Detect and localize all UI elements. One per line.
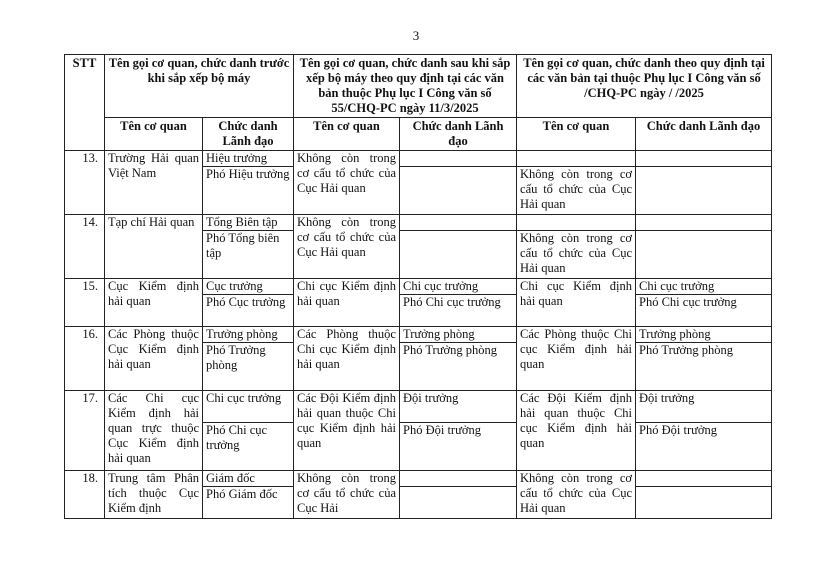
title-after: Phó Đội trưởng — [400, 422, 516, 438]
agency-after: Không còn trong cơ cấu tổ chức của Cục Hải quan — [294, 151, 400, 215]
title-before: Trưởng phòng — [206, 327, 278, 341]
header-group-before: Tên gọi cơ quan, chức danh trước khi sắp xếp bộ máy — [105, 55, 294, 118]
row-stt: 17. — [65, 391, 105, 471]
row-stt: 14. — [65, 215, 105, 279]
header-agency-appendix: Tên cơ quan — [517, 118, 636, 151]
title-appendix: Phó Chi cục trưởng — [636, 294, 771, 310]
title-after — [400, 166, 516, 167]
title-before: Hiệu trưởng — [206, 151, 267, 165]
header-stt: STT — [65, 55, 105, 151]
table-row — [65, 279, 772, 327]
agency-appendix: Không còn trong cơ cấu tổ chức của Cục Hải quan — [517, 166, 635, 212]
title-after: Phó Trưởng phòng — [400, 342, 516, 358]
title-after: Trưởng phòng — [403, 327, 475, 341]
title-before: Phó Chi cục trưởng — [203, 422, 293, 453]
agency-before: Cục Kiểm định hải quan — [105, 279, 203, 327]
title-before: Phó Tổng biên tập — [203, 230, 293, 261]
row-stt: 16. — [65, 327, 105, 391]
agency-after: Chi cục Kiểm định hải quan — [294, 279, 400, 327]
table-row — [65, 215, 772, 279]
agency-before: Trung tâm Phân tích thuộc Cục Kiểm định — [105, 471, 203, 519]
title-before: Giám đốc — [206, 471, 255, 485]
title-after — [400, 151, 516, 166]
title-after: Phó Chi cục trưởng — [400, 294, 516, 310]
title-after — [400, 486, 516, 487]
title-before: Tổng Biên tập — [206, 215, 278, 229]
agency-after: Không còn trong cơ cấu tổ chức của Cục Hải quan — [294, 215, 400, 279]
agency-before: Các Chi cục Kiểm định hải quan trực thuộc Cục Kiểm định hải quan — [105, 391, 203, 471]
agency-appendix: Không còn trong cơ cấu tổ chức của Cục Hải quan — [517, 230, 635, 276]
agency-appendix: Các Đội Kiểm định hải quan thuộc Chi cục Kiểm định hải quan — [517, 391, 636, 471]
title-after: Đội trưởng — [403, 391, 459, 405]
agency-appendix: Không còn trong cơ cấu tổ chức của Cục Hải quan — [517, 471, 636, 519]
title-appendix — [636, 166, 771, 167]
title-appendix: Đội trưởng — [639, 391, 695, 405]
table-row — [65, 471, 772, 519]
row-stt: 18. — [65, 471, 105, 519]
agency-before: Các Phòng thuộc Cục Kiểm định hải quan — [105, 327, 203, 391]
header-title-appendix: Chức danh Lãnh đạo — [636, 118, 772, 151]
header-group-after: Tên gọi cơ quan, chức danh sau khi sắp xếp bộ máy theo quy định tại các văn bản thuộc Phụ lục I Công văn số 55/CHQ-PC ngày 11/3/2025 — [294, 55, 517, 118]
agency-appendix — [517, 151, 635, 166]
title-appendix — [636, 230, 771, 231]
agency-after: Các Phòng thuộc Chi cục Kiểm định hải quan — [294, 327, 400, 391]
title-after — [400, 215, 516, 230]
row-stt: 13. — [65, 151, 105, 215]
table-row — [65, 327, 772, 391]
header-agency-before: Tên cơ quan — [105, 118, 203, 151]
table-row — [65, 151, 772, 215]
header-group-appendix: Tên gọi cơ quan, chức danh theo quy định tại các văn bản tại thuộc Phụ lục I Công văn số /CHQ-PC ngày / /2025 — [517, 55, 772, 118]
header-title-after: Chức danh Lãnh đạo — [400, 118, 517, 151]
title-before: Phó Hiệu trưởng — [203, 166, 293, 182]
agency-appendix: Các Phòng thuộc Chi cục Kiểm định hải quan — [517, 327, 636, 391]
agency-before: Tạp chí Hải quan — [105, 215, 203, 279]
row-stt: 15. — [65, 279, 105, 327]
agency-after: Không còn trong cơ cấu tổ chức của Cục Hải — [294, 471, 400, 519]
agency-before: Trường Hải quan Việt Nam — [105, 151, 203, 215]
title-after — [400, 230, 516, 231]
title-appendix: Chi cục trưởng — [639, 279, 715, 293]
title-appendix: Phó Trưởng phòng — [636, 342, 771, 358]
agency-after: Các Đội Kiểm định hải quan thuộc Chi cục Kiểm định hải quan — [294, 391, 400, 471]
title-appendix: Trưởng phòng — [639, 327, 711, 341]
title-before: Phó Cục trưởng — [203, 294, 293, 310]
header-agency-after: Tên cơ quan — [294, 118, 400, 151]
agency-appendix — [517, 215, 635, 230]
agency-appendix: Chi cục Kiểm định hải quan — [517, 279, 636, 327]
table-row — [65, 391, 772, 471]
title-before: Cục trưởng — [206, 279, 263, 293]
title-after — [400, 471, 516, 486]
title-before: Phó Giám đốc — [203, 486, 293, 502]
header-title-before: Chức danh Lãnh đạo — [203, 118, 294, 151]
title-appendix: Phó Đội trưởng — [636, 422, 771, 438]
title-after: Chi cục trưởng — [403, 279, 479, 293]
title-before: Chi cục trưởng — [206, 391, 282, 405]
title-appendix — [636, 471, 771, 486]
agency-title-table — [64, 54, 772, 519]
title-appendix — [636, 215, 771, 230]
page-number: 3 — [412, 28, 420, 43]
title-before: Phó Trưởng phòng — [203, 342, 293, 373]
title-appendix — [636, 151, 771, 166]
title-appendix — [636, 486, 771, 487]
